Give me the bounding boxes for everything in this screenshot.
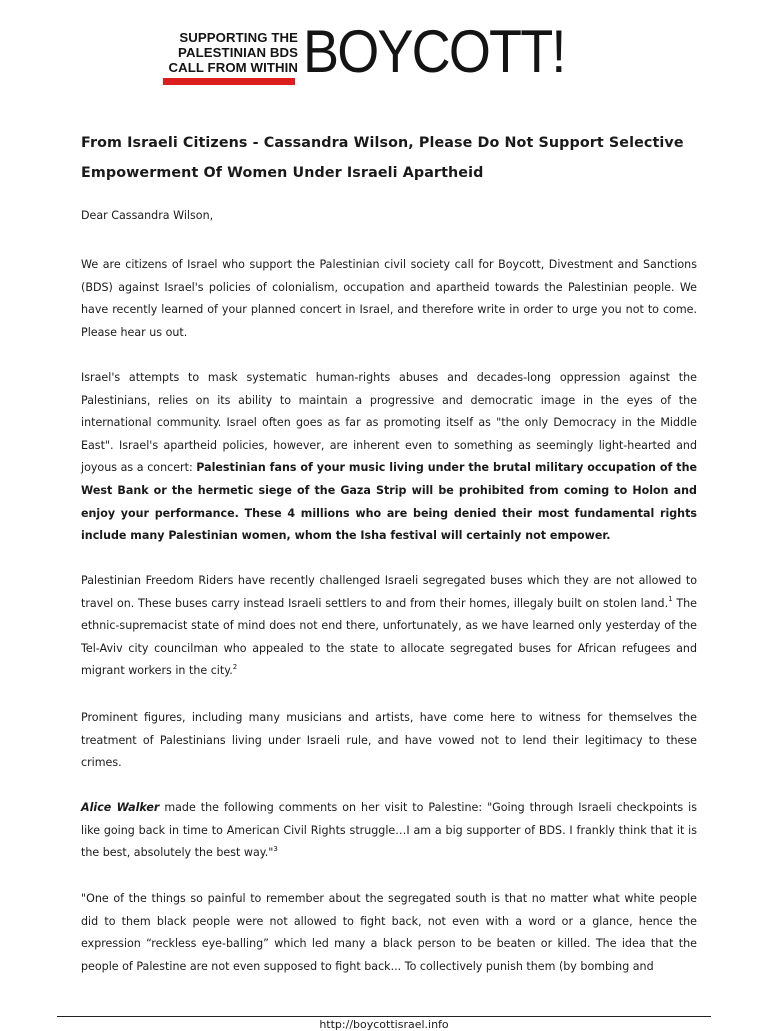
logo-red-bar [163, 78, 295, 85]
logo-wordmark: BOYCOTT! [303, 18, 565, 85]
paragraph-5-text: made the following comments on her visit to Palestine: "Going through Israeli checkpoints is like going back in time to American Civil Rights struggle…I am a big supporter of BDS. I frankly think that it is the best, absolutely the best way." [81, 801, 698, 860]
paragraph-3-text-a: Palestinian Freedom Riders have recently challenged Israeli segregated buses which they are not allowed to travel on. These buses carry instead Israeli settlers to and from their homes, illegaly built on stolen land. [81, 574, 697, 610]
logo-tagline [163, 30, 298, 76]
logo-tagline-line-2: PALESTINIAN BDS [178, 45, 298, 61]
paragraph-3-text-b: The ethnic-supremacist state of mind does not end there, unfortunately, as we have learned only yesterday of the Tel-Aviv city councilman who appealed to the state to allocate segregated buses for African refugees and migrant workers in the city. [81, 596, 697, 678]
alice-walker-name: Alice Walker [81, 801, 160, 814]
letter-title: From Israeli Citizens - Cassandra Wilson, Please Do Not Support Selective Empowerment Of Women Under Israeli Apartheid [81, 135, 684, 181]
logo-tagline-line-3: CALL FROM WITHIN [168, 60, 298, 76]
footer-url[interactable]: http://boycottisrael.info [319, 1018, 449, 1031]
paragraph-1: We are citizens of Israel who support the Palestinian civil society call for Boycott, Divestment and Sanctions (BDS) against Israel's policies of colonialism, occupation and apartheid towards the Palestinian people. We have recently learned of your planned concert in Israel, and therefore write in order to urge you not to come. Please hear us out. [81, 258, 697, 339]
footer-divider [57, 1016, 711, 1017]
paragraph-4: Prominent figures, including many musicians and artists, have come here to witness for themselves the treatment of Palestinians living under Israeli rule, and have vowed not to lend their legitimacy to these crimes. [81, 711, 697, 770]
paragraph-6: "One of the things so painful to remember about the segregated south is that no matter what white people did to them black people were not allowed to fight back, not even with a word or a glance, hence the expression “reckless eye-balling” which led many a black person to be beaten or killed. The idea that the people of Palestine are not even supposed to fight back... To collectively punish them (by bombing and [81, 892, 697, 973]
boycott-logo [163, 18, 613, 88]
paragraph-5 [81, 797, 697, 865]
footnote-ref-1[interactable]: 1 [668, 594, 673, 603]
paragraph-2-text: Israel's attempts to mask systematic human-rights abuses and decades-long oppression against the Palestinians, relies on its ability to maintain a progressive and democratic image in the eyes of the international community. Israel often goes as far as promoting itself as "the only Democracy in the Middle East". Israel's apartheid policies, however, are inherent even to something as seemingly light-hearted and joyous as a concert: [81, 371, 697, 475]
paragraph-2-bold: Palestinian fans of your music living under the brutal military occupation of the West Bank or the hermetic siege of the Gaza Strip will be prohibited from coming to Holon and enjoy your performance. These 4 millions who are being denied their most fundamental rights include many Palestinian women, whom the Isha festival will certainly not empower. [81, 461, 697, 543]
paragraph-3 [81, 570, 697, 683]
logo-tagline-line-1: SUPPORTING THE [179, 30, 298, 45]
footnote-ref-2[interactable]: 2 [232, 662, 238, 671]
salutation: Dear Cassandra Wilson, [81, 209, 214, 222]
paragraph-2 [81, 367, 697, 548]
footnote-ref-3[interactable]: 3 [273, 844, 278, 853]
